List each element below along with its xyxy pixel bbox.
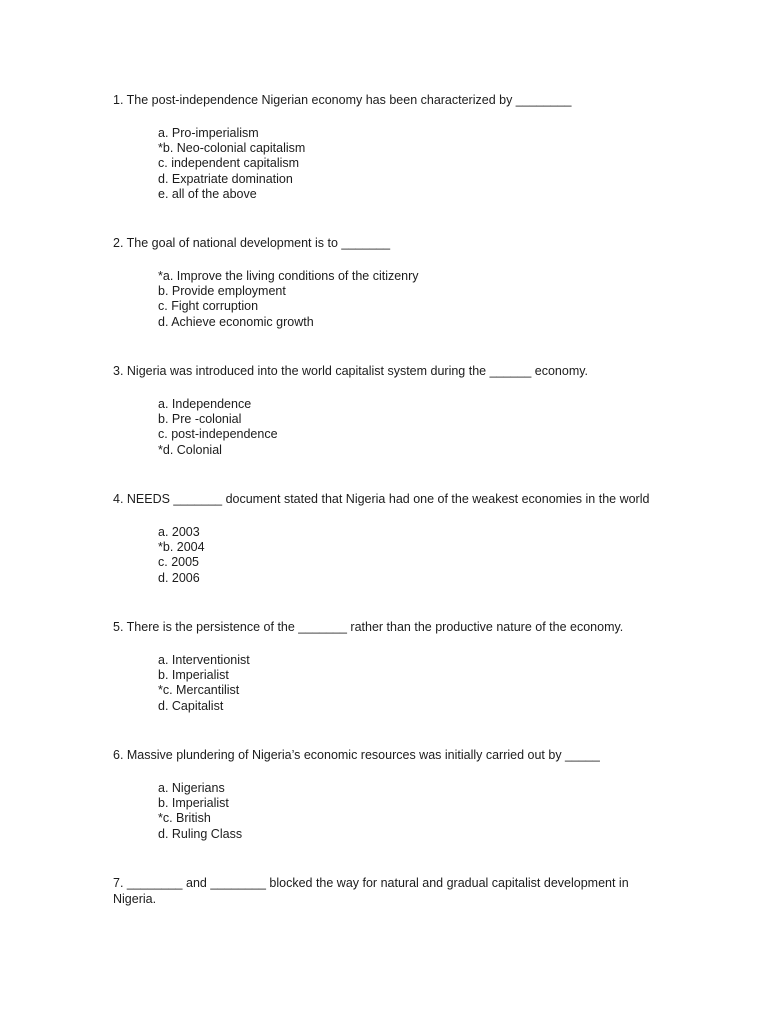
option: d. Achieve economic growth [158,314,314,329]
question-4 [113,492,658,586]
option: *a. Improve the living conditions of the citizenry [158,268,419,283]
option: d. Expatriate domination [158,171,293,186]
option: d. Ruling Class [158,826,243,841]
question-text: 3. Nigeria was introduced into the world capitalist system during the ______ economy. [113,364,589,378]
options-list [158,126,658,203]
option: *d. Colonial [158,442,222,457]
question-text: 5. There is the persistence of the _______ rather than the productive nature of the economy. [113,620,624,634]
option: a. Nigerians [158,780,225,795]
option: e. all of the above [158,187,257,202]
option: b. Provide employment [158,283,286,298]
option: *b. Neo-colonial capitalism [158,140,306,155]
option: b. Pre -colonial [158,411,242,426]
question-text: 2. The goal of national development is to _______ [113,236,391,250]
option: c. post-independence [158,427,278,442]
options-list [158,653,658,715]
option: *b. 2004 [158,539,205,554]
options-list [158,269,658,331]
options-list [158,781,658,843]
question-text: 4. NEEDS _______ document stated that Nigeria had one of the weakest economies in the world [113,492,650,506]
question-1 [113,93,658,203]
option: b. Imperialist [158,795,229,810]
question-5 [113,620,658,714]
option: b. Imperialist [158,667,229,682]
question-text: 7. ________ and ________ blocked the way for natural and gradual capitalist development in Nigeria. [113,876,629,906]
option: c. 2005 [158,555,200,570]
question-3 [113,364,658,458]
question-text: 1. The post-independence Nigerian economy has been characterized by ________ [113,93,572,107]
option: d. Capitalist [158,698,224,713]
question-7 [113,876,658,907]
question-2 [113,236,658,330]
option: *c. Mercantilist [158,683,240,698]
options-list [158,525,658,587]
option: *c. British [158,811,211,826]
question-6 [113,748,658,842]
options-list [158,397,658,459]
option: a. Interventionist [158,652,250,667]
option: a. 2003 [158,524,200,539]
option: c. Fight corruption [158,299,259,314]
option: c. independent capitalism [158,156,300,171]
option: a. Pro-imperialism [158,125,259,140]
option: a. Independence [158,396,252,411]
option: d. 2006 [158,570,200,585]
question-text: 6. Massive plundering of Nigeria’s economic resources was initially carried out by _____ [113,748,600,762]
